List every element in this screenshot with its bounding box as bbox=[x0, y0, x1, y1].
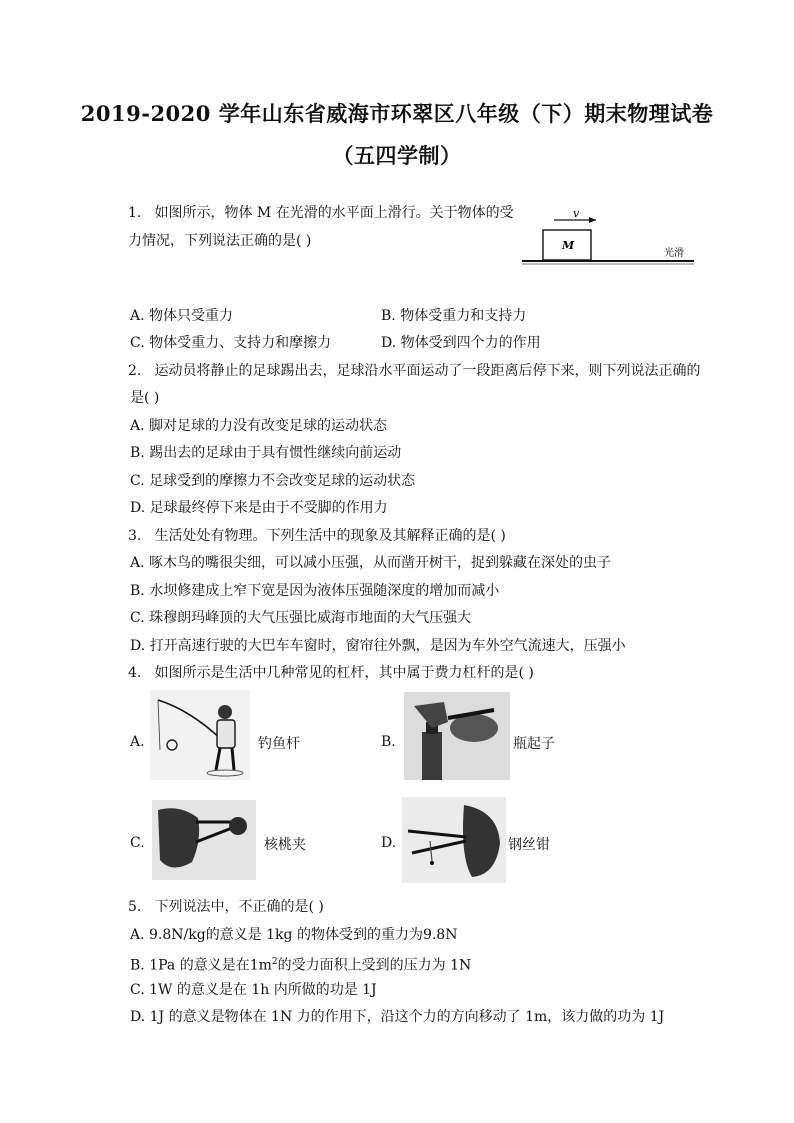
option-4c-label: 核桃夹 bbox=[264, 837, 306, 853]
option-1a: A. 物体只受重力 bbox=[130, 308, 234, 324]
option-2b: B. 踢出去的足球由于具有惯性继续向前运动 bbox=[130, 445, 402, 461]
exam-title: 2019-2020 学年山东省威海市环翠区八年级（下）期末物理试卷 bbox=[80, 101, 714, 126]
option-3d: D. 打开高速行驶的大巴车车窗时，窗帘往外飘，是因为车外空气流速大，压强小 bbox=[130, 638, 626, 654]
option-5d: D. 1J 的意义是物体在 1N 力的作用下，沿这个力的方向移动了 1m，该力做的功为 1J bbox=[130, 1009, 665, 1025]
option-4a-key: A. bbox=[130, 734, 145, 750]
question-4-stem: 4. 如图所示是生活中几种常见的杠杆，其中属于费力杠杆的是( ) bbox=[128, 665, 534, 681]
option-5b: B. 1Pa 的意义是在$1m^2$的受力面积上受到的压力为 1N bbox=[130, 957, 472, 974]
option-4d-label: 钢丝钳 bbox=[508, 837, 550, 853]
exam-subtitle: （五四学制） bbox=[332, 143, 462, 168]
option-2d: D. 足球最终停下来是由于不受脚的作用力 bbox=[130, 500, 388, 516]
option-1b: B. 物体受重力和支持力 bbox=[381, 308, 527, 324]
question-2-stem-cont: 是( ) bbox=[130, 390, 160, 406]
option-4a-label: 钓鱼杆 bbox=[258, 736, 300, 752]
option-4c-key: C. bbox=[130, 835, 145, 851]
sliding-block-diagram bbox=[518, 208, 698, 272]
option-2c: C. 足球受到的摩擦力不会改变足球的运动状态 bbox=[130, 473, 416, 489]
option-2a: A. 脚对足球的力没有改变足球的运动状态 bbox=[130, 418, 388, 434]
option-3a: A. 啄木鸟的嘴很尖细，可以减小压强，从而凿开树干，捉到躲藏在深处的虫子 bbox=[130, 555, 612, 571]
question-number: 1. bbox=[128, 205, 142, 221]
option-4d-key: D. bbox=[381, 835, 397, 851]
wire-pliers-photo-icon bbox=[402, 797, 506, 883]
option-5a: A. 9.8N/kg的意义是 1kg 的物体受到的重力为9.8N bbox=[130, 927, 458, 943]
question-2-stem: 2. 运动员将静止的足球踢出去，足球沿水平面运动了一段距离后停下来，则下列说法正确的 bbox=[128, 363, 701, 379]
option-1c: C. 物体受重力、支持力和摩擦力 bbox=[130, 335, 332, 351]
fishing-rod-photo-icon bbox=[150, 690, 250, 780]
bottle-opener-photo-icon bbox=[404, 692, 510, 780]
velocity-arrowhead-icon bbox=[589, 217, 596, 223]
question-1-stem bbox=[128, 204, 514, 222]
option-4b-label: 瓶起子 bbox=[513, 736, 555, 752]
block-label: M bbox=[562, 239, 575, 252]
velocity-label: v bbox=[573, 208, 580, 220]
nutcracker-photo-icon bbox=[152, 800, 256, 880]
question-1-stem-cont: 力情况，下列说法正确的是( ) bbox=[128, 233, 312, 249]
question-3-stem: 3. 生活处处有物理。下列生活中的现象及其解释正确的是( ) bbox=[128, 528, 506, 544]
surface-label: 光滑 bbox=[664, 248, 684, 259]
option-1d: D. 物体受到四个力的作用 bbox=[381, 335, 541, 351]
question-text: 如图所示，物体 M 在光滑的水平面上滑行。关于物体的受 bbox=[154, 205, 514, 221]
option-3b: B. 水坝修建成上窄下宽是因为液体压强随深度的增加而减小 bbox=[130, 583, 500, 599]
option-3c: C. 珠穆朗玛峰顶的大气压强比威海市地面的大气压强大 bbox=[130, 610, 472, 626]
question-5-stem: 5. 下列说法中，不正确的是( ) bbox=[128, 899, 324, 915]
option-5c: C. 1W 的意义是在 1h 内所做的功是 1J bbox=[130, 982, 377, 998]
option-4b-key: B. bbox=[381, 734, 396, 750]
